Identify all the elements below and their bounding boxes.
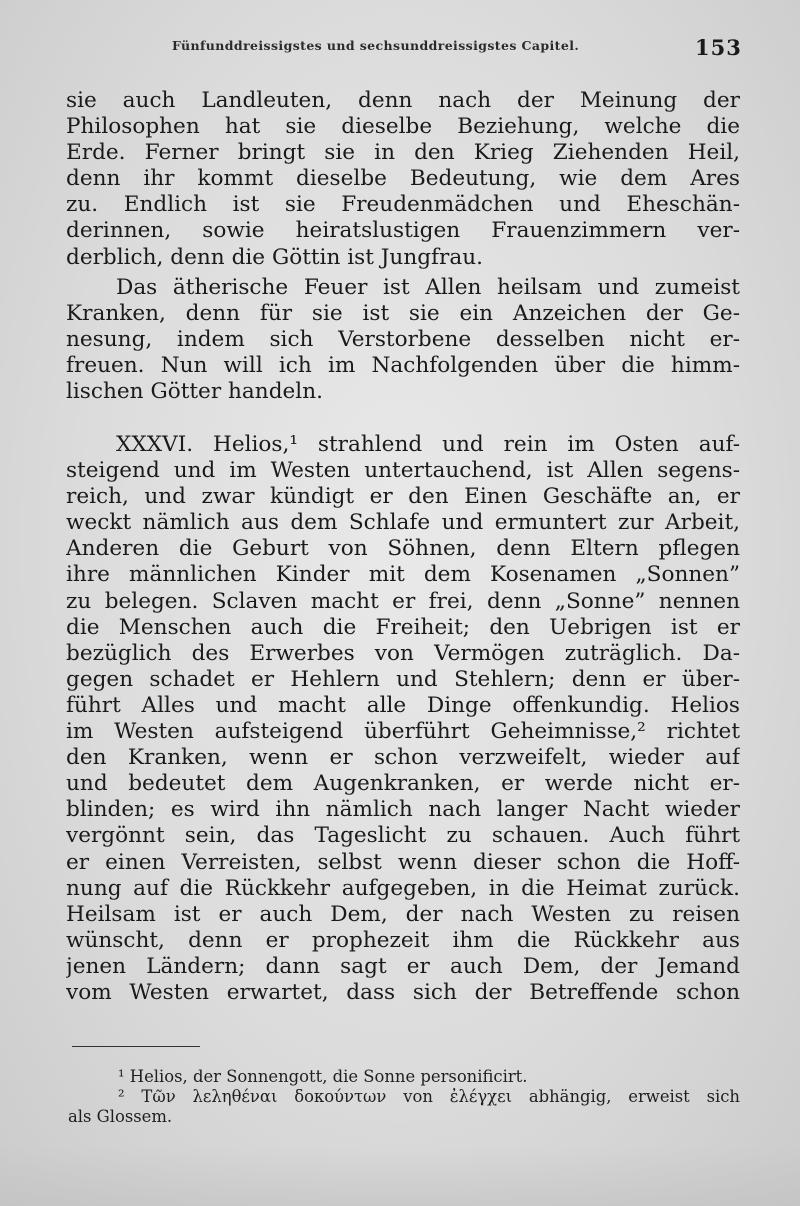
- text-line: im Westen aufsteigend überführt Geheimnisse,² richtet: [66, 719, 740, 745]
- text-line: nesung, indem sich Verstorbene desselben nicht er-: [66, 327, 740, 353]
- paragraph-continuation: [66, 88, 740, 271]
- text-line: reich, und zwar kündigt er den Einen Geschäfte an, er: [66, 484, 740, 510]
- text-line: zu belegen. Sclaven macht er frei, denn „Sonne” nennen: [66, 588, 740, 614]
- text-line: die Menschen auch die Freiheit; den Uebrigen ist er: [66, 614, 740, 640]
- text-line: den Kranken, wenn er schon verzweifelt, wieder auf: [66, 745, 740, 771]
- text-line: vom Westen erwartet, dass sich der Betreffende schon: [66, 979, 740, 1005]
- text-line: Anderen die Geburt von Söhnen, denn Eltern pflegen: [66, 536, 740, 562]
- text-line: lischen Götter handeln.: [66, 379, 323, 405]
- text-line: denn ihr kommt dieselbe Bedeutung, wie dem Ares: [66, 166, 740, 192]
- footnotes: [68, 1067, 740, 1127]
- footnote-2-line-1: ² Τῶν λεληθέναι δοκούντων von ἐλέγχει abhängig, erweist sich: [118, 1087, 740, 1106]
- text-line: derblich, denn die Göttin ist Jungfrau.: [66, 244, 484, 270]
- text-line: gegen schadet er Hehlern und Stehlern; denn er über-: [66, 666, 740, 692]
- footnote-1: ¹ Helios, der Sonnengott, die Sonne personificirt.: [118, 1067, 528, 1086]
- running-title: Fünfunddreissigstes und sechsunddreissigstes Capitel.: [172, 38, 580, 53]
- text-line: vergönnt sein, das Tageslicht zu schauen. Auch führt: [66, 823, 740, 849]
- text-line: blinden; es wird ihn nämlich nach langer Nacht wieder: [66, 797, 740, 823]
- text-line: freuen. Nun will ich im Nachfolgenden über die himm-: [66, 353, 740, 379]
- text-line: XXXVI. Helios,¹ strahlend und rein im Osten auf-: [116, 432, 740, 457]
- page-number: 153: [695, 35, 742, 60]
- text-line: ihre männlichen Kinder mit dem Kosenamen „Sonnen”: [66, 562, 740, 588]
- footnote-2-line-2: als Glossem.: [68, 1107, 173, 1126]
- text-line: weckt nämlich aus dem Schlafe und ermuntert zur Arbeit,: [66, 510, 740, 536]
- text-line: Kranken, denn für sie ist sie ein Anzeichen der Ge-: [66, 301, 740, 327]
- text-line: Erde. Ferner bringt sie in den Krieg Ziehenden Heil,: [66, 140, 740, 166]
- text-line: Philosophen hat sie dieselbe Beziehung, welche die: [66, 114, 740, 140]
- footnote-divider: [72, 1046, 200, 1047]
- text-line: und bedeutet dem Augenkranken, er werde nicht er-: [66, 771, 740, 797]
- text-line: sie auch Landleuten, denn nach der Meinung der: [66, 88, 740, 113]
- text-line: führt Alles und macht alle Dinge offenkundig. Helios: [66, 692, 740, 718]
- text-line: wünscht, denn er prophezeit ihm die Rückkehr aus: [66, 927, 740, 953]
- text-line: er einen Verreisten, selbst wenn dieser schon die Hoff-: [66, 849, 740, 875]
- text-line: Heilsam ist er auch Dem, der nach Westen zu reisen: [66, 901, 740, 927]
- paragraph-chapter-xxxvi: [66, 432, 740, 1006]
- text-line: bezüglich des Erwerbes von Vermögen zuträglich. Da-: [66, 640, 740, 666]
- text-line: derinnen, sowie heiratslustigen Frauenzimmern ver-: [66, 218, 740, 244]
- text-line: zu. Endlich ist sie Freudenmädchen und Eheschän-: [66, 192, 740, 218]
- text-line: jenen Ländern; dann sagt er auch Dem, der Jemand: [66, 953, 740, 979]
- paragraph-aetherial-fire: [66, 275, 740, 405]
- text-line: Das ätherische Feuer ist Allen heilsam und zumeist: [116, 275, 740, 300]
- text-line: steigend und im Westen untertauchend, ist Allen segens-: [66, 458, 740, 484]
- text-line: nung auf die Rückkehr aufgegeben, in die Heimat zurück.: [66, 875, 740, 901]
